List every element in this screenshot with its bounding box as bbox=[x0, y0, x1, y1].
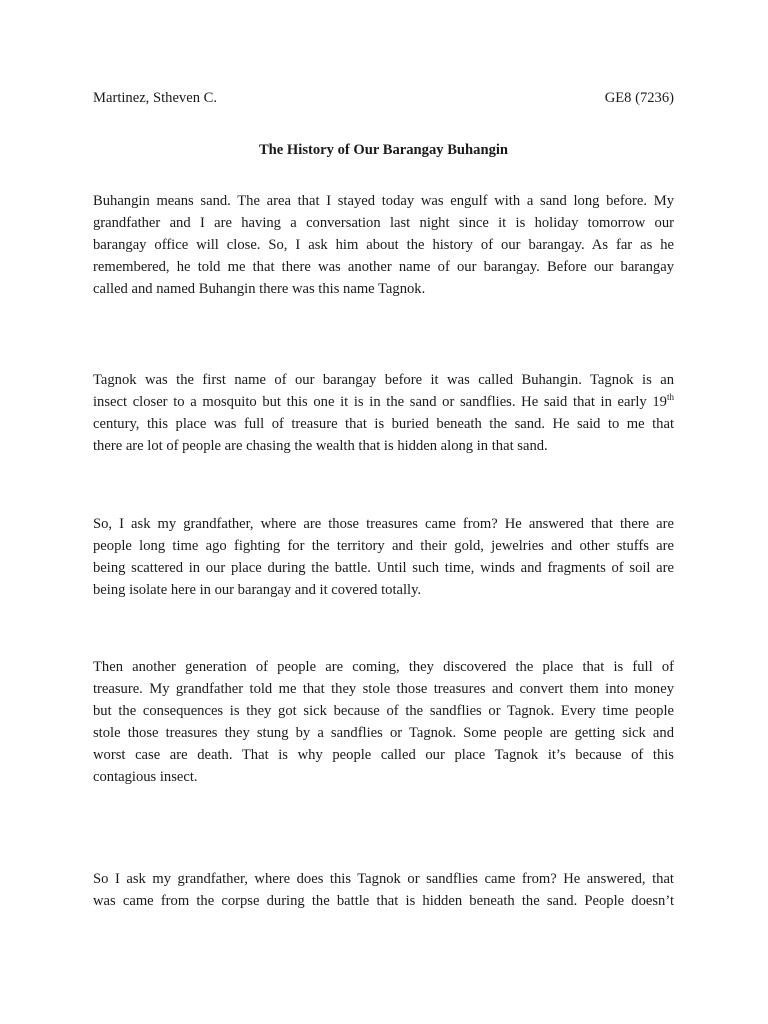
text-line: Buhangin means sand. The area that I stayed today was engulf with a sand long before. My bbox=[93, 193, 674, 209]
text-line: was came from the corpse during the battle that is hidden beneath the sand. People doesn’t bbox=[93, 893, 674, 909]
text-line: treasure. My grandfather told me that they stole those treasures and convert them into money bbox=[93, 681, 674, 697]
text-line: So, I ask my grandfather, where are those treasures came from? He answered that there are bbox=[93, 516, 674, 532]
text-line: being isolate here in our barangay and it covered totally. bbox=[93, 582, 422, 598]
text-line: but the consequences is they got sick because of the sandflies or Tagnok. Every time people bbox=[93, 703, 674, 719]
text-line: barangay office will close. So, I ask him about the history of our barangay. As far as he bbox=[93, 237, 674, 253]
text-line: century, this place was full of treasure that is buried beneath the sand. He said to me that bbox=[93, 416, 674, 432]
text-line: worst case are death. That is why people called our place Tagnok it’s because of this bbox=[93, 747, 674, 763]
line-text: insect closer to a mosquito but this one it is in the sand or sandflies. He said that in early 19 bbox=[93, 394, 667, 410]
text-line: contagious insect. bbox=[93, 769, 198, 785]
text-line: stole those treasures they stung by a sandflies or Tagnok. Some people are getting sick and bbox=[93, 725, 674, 741]
text-line: Then another generation of people are coming, they discovered the place that is full of bbox=[93, 659, 674, 675]
paragraph-1 bbox=[93, 190, 674, 300]
ordinal-superscript: th bbox=[666, 392, 674, 402]
text-line: Tagnok was the first name of our barangay before it was called Buhangin. Tagnok is an bbox=[93, 372, 674, 388]
paragraph-4 bbox=[93, 656, 674, 788]
text-line: grandfather and I are having a conversation last night since it is holiday tomorrow our bbox=[93, 215, 674, 231]
text-line: So I ask my grandfather, where does this Tagnok or sandflies came from? He answered, that bbox=[93, 871, 674, 887]
text-line: being scattered in our place during the battle. Until such time, winds and fragments of soil are bbox=[93, 560, 674, 576]
text-line: called and named Buhangin there was this name Tagnok. bbox=[93, 281, 426, 297]
text-line-with-superscript bbox=[93, 391, 674, 413]
author-name: Martinez, Stheven C. bbox=[93, 90, 218, 106]
paragraph-3 bbox=[93, 513, 674, 601]
text-line: remembered, he told me that there was another name of our barangay. Before our barangay bbox=[93, 259, 674, 275]
text-line: there are lot of people are chasing the wealth that is hidden along in that sand. bbox=[93, 438, 548, 454]
text-line: people long time ago fighting for the territory and their gold, jewelries and other stuffs are bbox=[93, 538, 674, 554]
document-title: The History of Our Barangay Buhangin bbox=[258, 142, 509, 158]
paragraph-2 bbox=[93, 369, 674, 457]
document-header bbox=[93, 88, 674, 108]
course-code: GE8 (7236) bbox=[604, 90, 674, 106]
paragraph-5 bbox=[93, 868, 674, 912]
